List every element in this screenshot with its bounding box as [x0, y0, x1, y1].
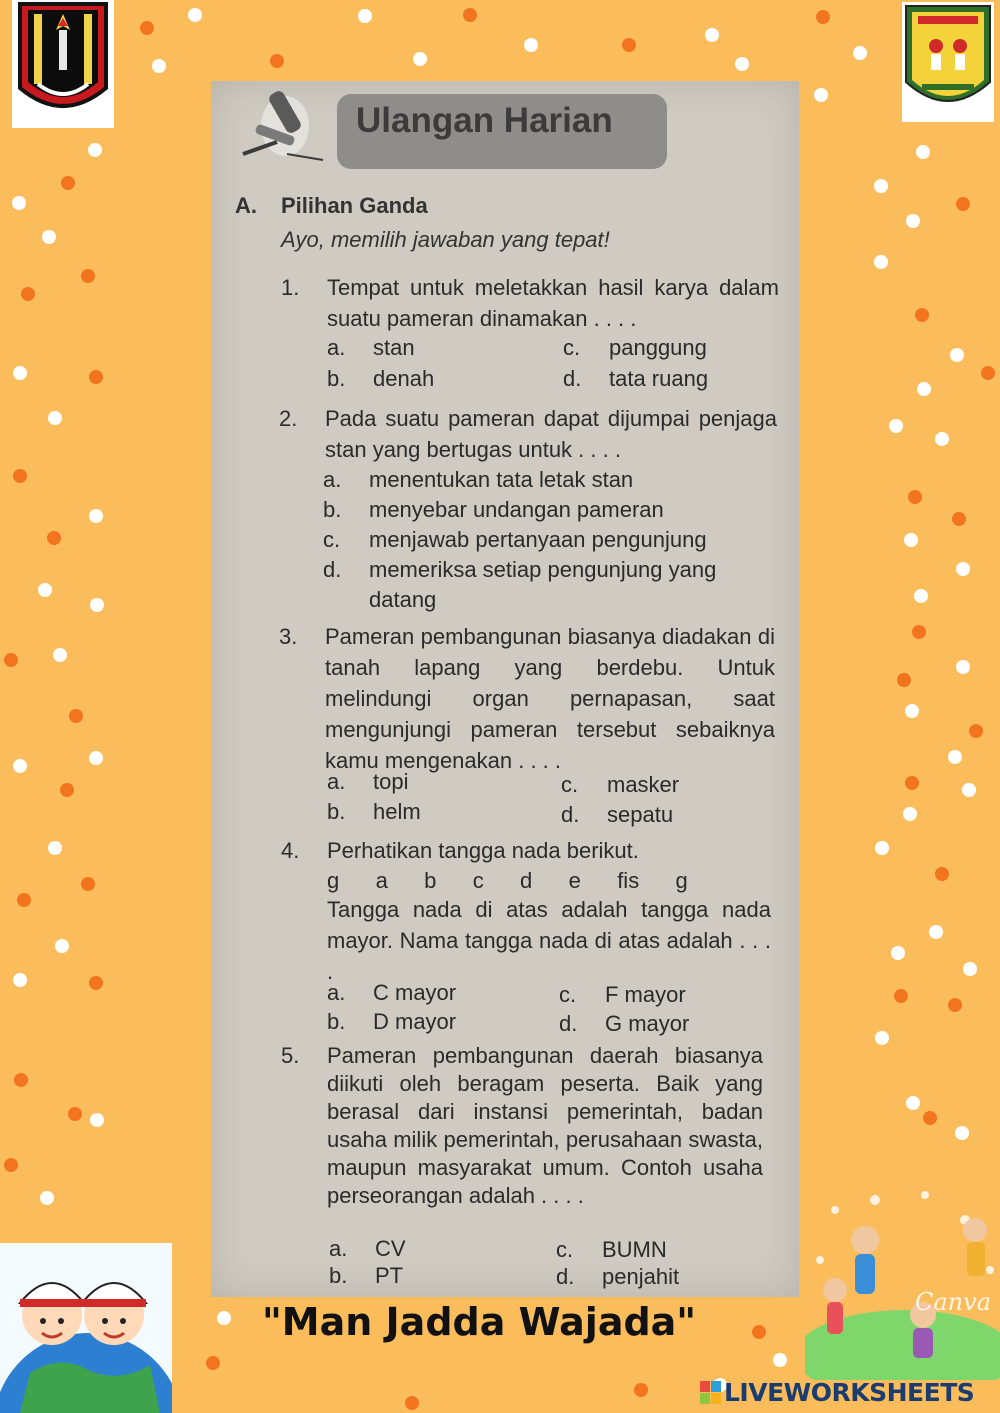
- liveworksheets-watermark[interactable]: LIVEWORKSHEETS: [724, 1378, 975, 1407]
- question-text-continued: Tangga nada di atas adalah tangga nada mayor. Nama tangga nada di atas adalah . . . .: [327, 897, 771, 984]
- option-1c[interactable]: c. panggung: [563, 335, 707, 360]
- section-heading: [235, 193, 428, 219]
- motto-text: "Man Jadda Wajada": [262, 1300, 697, 1344]
- option-1d[interactable]: d. tata ruang: [563, 366, 709, 391]
- city-emblem-logo: [12, 0, 114, 128]
- section-number: A.: [235, 193, 257, 218]
- option-1b[interactable]: b. denah: [327, 366, 435, 391]
- question-number: 4.: [281, 838, 300, 863]
- students-globe-illustration: [0, 1243, 172, 1413]
- question-text: Pameran pembangunan daerah biasanya diikuti oleh beragam peserta. Baik yang berasal dari instansi pemerintah, badan usaha milik pemerintah, perusahaan swasta, maupun masyarakat umum. Contoh usaha perseorangan adalah . . . .: [327, 1043, 763, 1208]
- question-number: 3.: [279, 624, 298, 649]
- question-text: Perhatikan tangga nada berikut.: [327, 838, 639, 863]
- option-3c[interactable]: c. masker: [561, 772, 680, 797]
- option-3d[interactable]: d. sepatu: [561, 802, 674, 827]
- option-5c[interactable]: c. BUMN: [556, 1237, 667, 1262]
- option-5d[interactable]: d. penjahit: [556, 1264, 680, 1289]
- liveworksheets-logo-icon: [700, 1381, 722, 1405]
- option-4a[interactable]: a. C mayor: [327, 980, 457, 1005]
- chisel-tool-icon: [237, 84, 327, 174]
- option-2c[interactable]: c. menjawab pertanyaan pengunjung: [323, 527, 707, 552]
- children-playing-illustration: [805, 1180, 1000, 1380]
- section-name: Pilihan Ganda: [281, 193, 428, 218]
- school-badge-logo: [902, 2, 994, 122]
- option-2d[interactable]: d. memeriksa setiap pengunjung yang datang: [323, 557, 717, 612]
- section-instruction: Ayo, memilih jawaban yang tepat!: [281, 227, 610, 252]
- option-2a[interactable]: a. menentukan tata letak stan: [323, 467, 634, 492]
- question-text: Pameran pembangunan biasanya diadakan di tanah lapang yang berdebu. Untuk melindungi organ pernapasan, saat mengunjungi pameran tersebut sebaiknya kamu mengenakan . . . .: [325, 624, 775, 773]
- question-number: 1.: [281, 275, 300, 300]
- option-4d[interactable]: d. G mayor: [559, 1011, 690, 1036]
- option-5a[interactable]: a. CV: [329, 1236, 406, 1261]
- option-3a[interactable]: a. topi: [327, 769, 409, 794]
- page-title: Ulangan Harian: [356, 101, 613, 140]
- scale-notes: g a b c d e fis g: [327, 868, 688, 893]
- option-3b[interactable]: b. helm: [327, 799, 421, 824]
- question-text: Pada suatu pameran dapat dijumpai penjaga stan yang bertugas untuk . . . .: [325, 406, 777, 462]
- question-text: Tempat untuk meletakkan hasil karya dalam suatu pameran dinamakan . . . .: [327, 275, 779, 331]
- question-number: 2.: [279, 406, 298, 431]
- canva-watermark: Canva: [915, 1288, 991, 1316]
- option-4c[interactable]: c. F mayor: [559, 982, 686, 1007]
- option-5b[interactable]: b. PT: [329, 1263, 404, 1288]
- option-4b[interactable]: b. D mayor: [327, 1009, 457, 1034]
- worksheet-page: [211, 81, 799, 1297]
- question-number: 5.: [281, 1043, 300, 1068]
- option-2b[interactable]: b. menyebar undangan pameran: [323, 497, 664, 522]
- option-1a[interactable]: a. stan: [327, 335, 415, 360]
